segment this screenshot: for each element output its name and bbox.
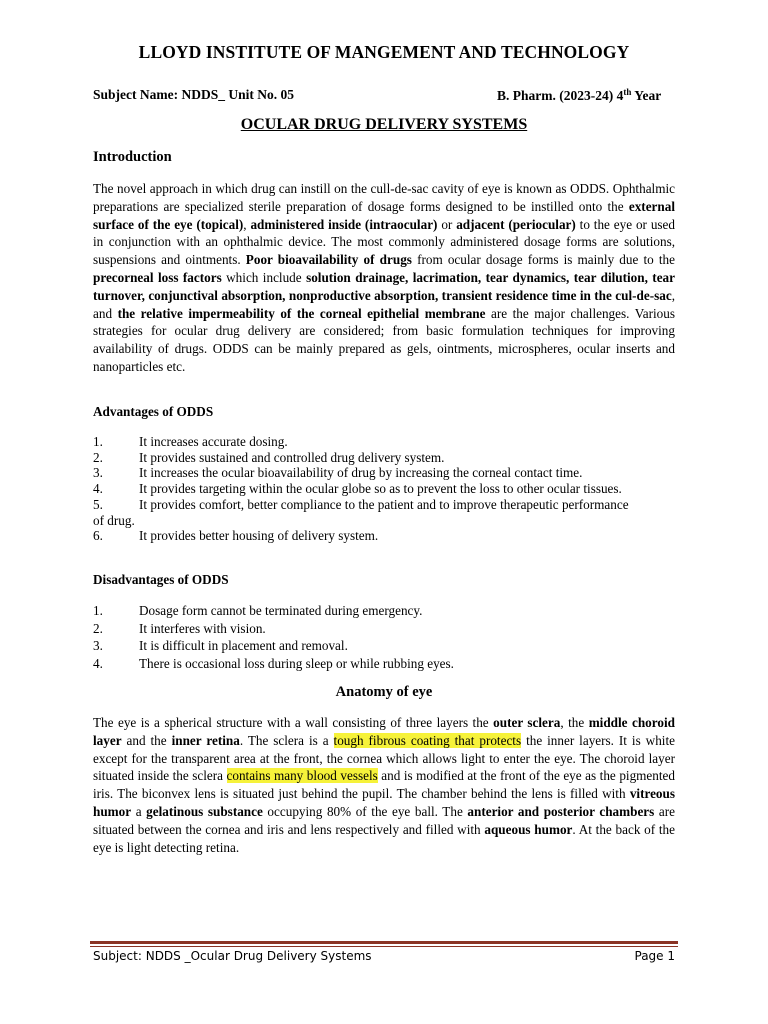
bold-text: Poor bioavailability of drugs <box>245 252 412 268</box>
body-text: the inner layers. It is white except for the transparent area at the front, the cornea which allows light to enter the eye. The choroid layer situated inside the sclera <box>93 732 675 784</box>
list-item-number: 6. <box>93 528 103 544</box>
footer-subject: Subject: NDDS _Ocular Drug Delivery Systems <box>93 949 372 963</box>
body-text: The eye is a spherical structure with a wall consisting of three layers the <box>93 715 494 730</box>
bold-text: the relative impermeability of the corneal epithelial membrane <box>117 305 486 321</box>
list-item-number: 3. <box>93 638 103 654</box>
highlighted-text: tough fibrous coating that protects <box>333 732 522 748</box>
list-item-text: It provides targeting within the ocular globe so as to prevent the loss to other ocular tissues. <box>139 481 622 497</box>
list-item-number: 2. <box>93 449 103 465</box>
introduction-paragraph <box>93 180 675 376</box>
list-item <box>93 434 675 450</box>
list-item <box>93 620 675 638</box>
highlighted-text: contains many blood vessels <box>226 768 378 784</box>
list-item-text: It provides better housing of delivery system. <box>139 528 379 544</box>
body-text: or <box>437 216 457 232</box>
footer-rule-thick <box>90 941 678 944</box>
bold-text: adjacent (periocular) <box>456 216 576 232</box>
bold-text: gelatinous substance <box>146 803 263 819</box>
body-text: are the major challenges. Various strategies for ocular drug delivery are considered; from basic formulation techniques for improving availability of drugs. ODDS can be mainly prepared as gels, ointments, microspheres, ocular inserts and nanoparticles etc. <box>93 305 675 374</box>
bold-text: anterior and posterior chambers <box>467 803 655 819</box>
list-item-text: It provides comfort, better compliance to the patient and to improve therapeutic performance <box>139 496 629 512</box>
course-year-ordinal: th <box>623 87 632 97</box>
body-text: occupying 80% of the eye ball. The <box>262 803 468 819</box>
list-item <box>93 513 675 529</box>
list-item-text: It is difficult in placement and removal. <box>139 638 348 654</box>
body-text: , <box>243 216 251 232</box>
list-item-text: It provides sustained and controlled drug delivery system. <box>139 449 445 465</box>
institute-name: LLOYD INSTITUTE OF MANGEMENT AND TECHNOLOGY <box>138 42 630 62</box>
list-item <box>93 450 675 466</box>
footer-page-number: Page 1 <box>634 949 675 963</box>
body-text: are situated between the cornea and iris and lens respectively and filled with <box>93 803 675 837</box>
list-item <box>93 481 675 497</box>
document-title: OCULAR DRUG DELIVERY SYSTEMS <box>240 116 528 133</box>
bold-text: inner retina <box>171 732 240 748</box>
body-text: and is modified at the front of the eye as the pigmented iris. The biconvex lens is situated just behind the pupil. The chamber behind the lens is filled with <box>93 768 675 802</box>
course-year-suffix: Year <box>631 88 662 103</box>
list-item-text: It increases accurate dosing. <box>139 434 288 449</box>
list-item <box>93 528 675 544</box>
list-item-number: 4. <box>93 656 103 672</box>
list-item-number: 5. <box>93 496 103 512</box>
bold-text: outer sclera <box>493 715 561 730</box>
anatomy-paragraph <box>93 714 675 856</box>
bold-text: precorneal loss factors <box>93 269 222 285</box>
list-item-text: of drug. <box>93 512 135 528</box>
disadvantages-list <box>93 602 675 673</box>
advantages-list <box>93 434 675 544</box>
list-item-number: 1. <box>93 434 103 449</box>
list-item-number: 3. <box>93 465 103 481</box>
body-text: The novel approach in which drug can instill on the cull-de-sac cavity of eye is known as ODDS. Ophthalmic preparations are specialized sterile preparation of dosage forms designed to be instilled onto the <box>93 181 675 214</box>
list-item <box>93 497 675 513</box>
bold-text: middle choroid layer <box>93 715 675 748</box>
disadvantages-heading: Disadvantages of ODDS <box>93 572 229 587</box>
body-text: , the <box>560 715 589 730</box>
body-text: and the <box>121 732 172 748</box>
body-text: , and <box>93 287 675 321</box>
course-year <box>497 87 661 104</box>
body-text: . At the back of the eye is light detecting retina. <box>93 821 676 855</box>
bold-text: vitreous humor <box>93 786 675 819</box>
list-item <box>93 602 675 620</box>
anatomy-heading: Anatomy of eye <box>335 684 433 700</box>
list-item <box>93 637 675 655</box>
list-item-text: It increases the ocular bioavailability of drug by increasing the corneal contact time. <box>139 465 583 481</box>
bold-text: external surface of the eye (topical) <box>93 198 675 232</box>
bold-text: administered inside (intraocular) <box>250 216 438 232</box>
bold-text: aqueous humor <box>484 821 573 837</box>
list-item-number: 2. <box>93 620 103 636</box>
body-text: a <box>131 803 147 819</box>
body-text: to the eye or used in conjunction with an ophthalmic device. The most commonly administered dosage forms are solutions, suspensions and ointments. <box>93 216 675 268</box>
introduction-heading: Introduction <box>93 149 172 165</box>
body-text: which include <box>221 269 307 285</box>
list-item <box>93 465 675 481</box>
advantages-heading: Advantages of ODDS <box>93 404 214 419</box>
list-item <box>93 655 675 673</box>
course-year-prefix: B. Pharm. (2023-24) 4 <box>497 88 624 103</box>
list-item-text: It interferes with vision. <box>139 620 266 636</box>
bold-text: solution drainage, lacrimation, tear dynamics, tear dilution, tear turnover, conjunctival absorption, nonproductive absorption, transient residence time in the cul-de-sac <box>93 269 675 303</box>
list-item-text: There is occasional loss during sleep or while rubbing eyes. <box>139 656 454 672</box>
subject-line: Subject Name: NDDS_ Unit No. 05 <box>93 87 294 102</box>
list-item-text: Dosage form cannot be terminated during emergency. <box>139 603 423 618</box>
list-item-number: 4. <box>93 481 103 497</box>
body-text: . The sclera is a <box>239 732 334 748</box>
footer-rule-thin <box>90 946 678 947</box>
list-item-number: 1. <box>93 603 103 618</box>
body-text: from ocular dosage forms is mainly due to the <box>411 252 675 268</box>
